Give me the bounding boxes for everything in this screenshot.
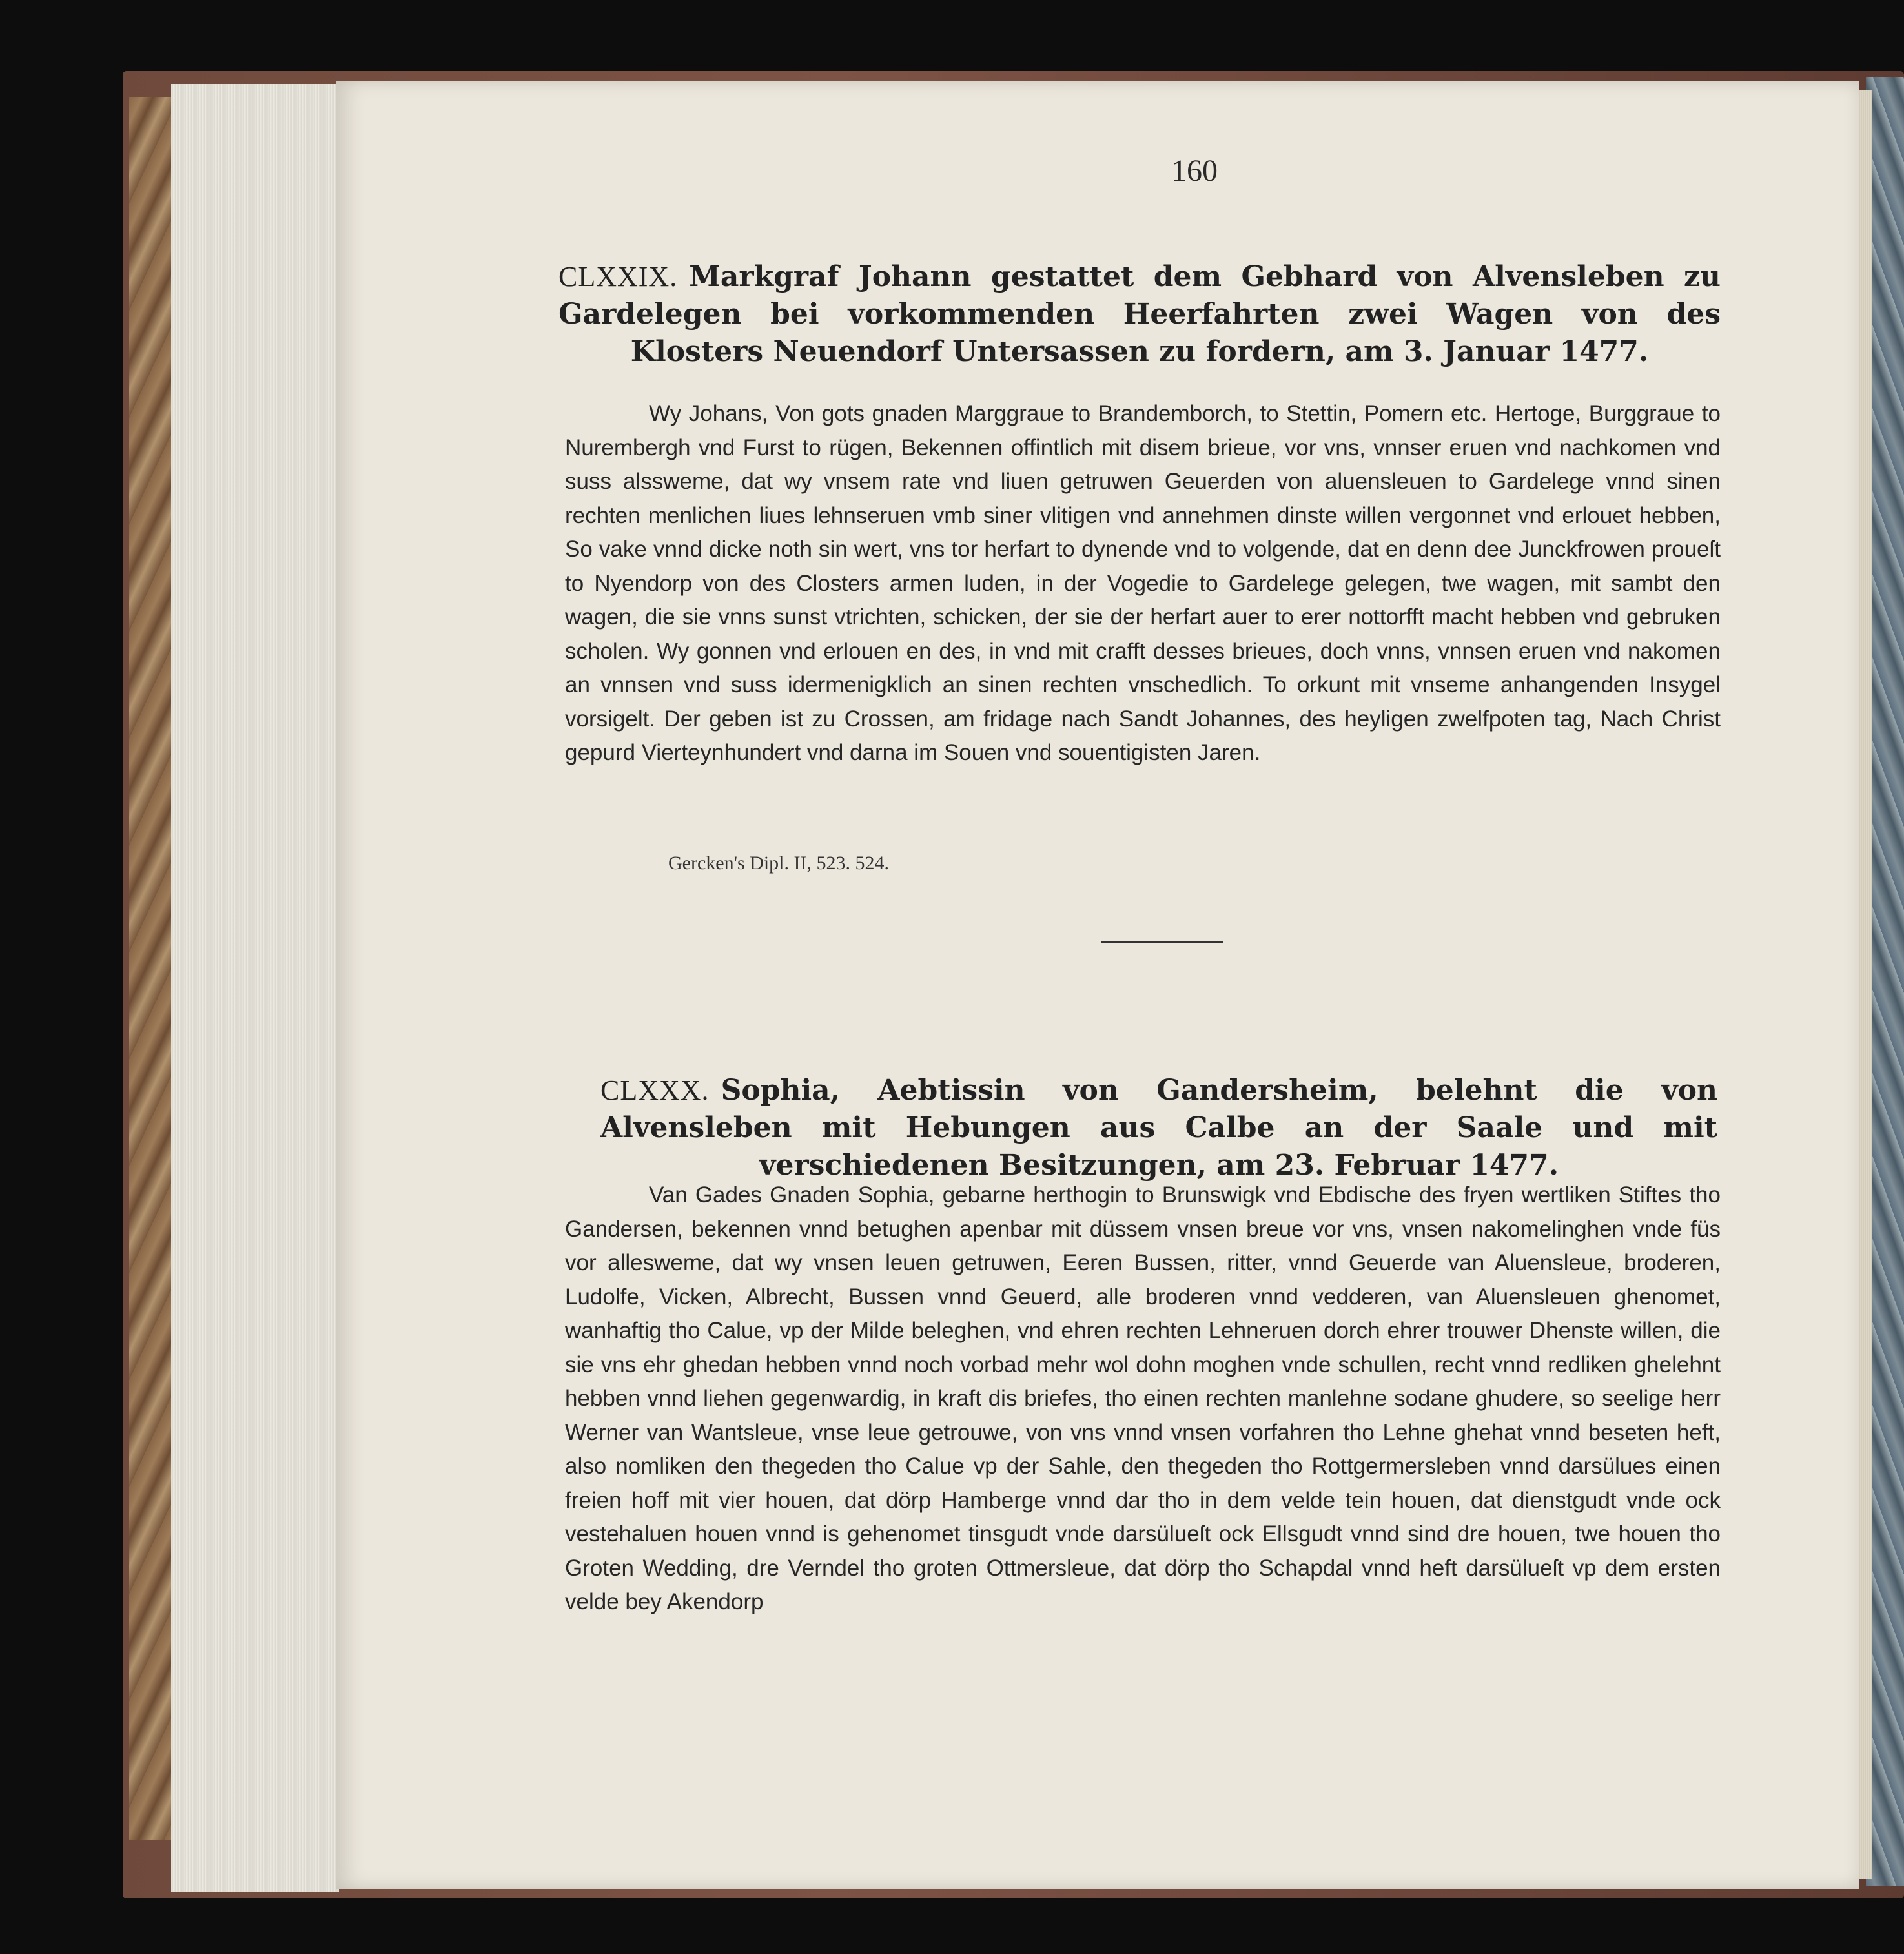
document-2-title: Sophia, Aebtissin von Gandersheim, belehnt die von Alvensleben mit Hebungen aus Calbe an der Saale und mit verschiedenen Besitzungen, am 23. Februar 1477. xyxy=(600,1074,1717,1182)
document-1-text: Wy Johans, Von gots gnaden Marggraue to Brandemborch, to Stettin, Pomern etc. Hertoge, Burggraue to Nurembergh vnd Furst to rügen, Bekennen offintlich mit disem brieue, vor vns, vnnser eruen vnd nachkomen vnd suss alssweme, dat wy vnsem rate vnd liuen getruwen Geuerden von aluensleuen to Gardelege vnnd sinen rechten menlichen liues lehnseruen vmb siner vlitigen vnd annehmen dinste willen vergonnet vnd erlouet hebben, So vake vnnd dicke noth sin wert, vns tor herfart to dynende vnd to volgende, dat en denn dee Junckfrowen proueſt to Nyendorp von des Closters armen luden, in der Vogedie to Gardelege gelegen, twe wagen, mit sambt den wagen, die sie vnns sunst vtrichten, schicken, der sie der herfart auer to erer nottorfft macht hebben vnd gebruken scholen. Wy gonnen vnd erlouen en des, in vnd mit crafft desses brieues, doch vnns, vnnsen eruen vnd nakomen an vnnsen vnd suss idermenigklich an sinen rechten vnschedlich. To orkunt mit vnseme anhangenden Insygel vorsigelt. Der geben ist zu Crossen, am fridage nach Sandt Johannes, des heyligen zwelfpoten tag, Nach Christ gepurd Vierteynhundert vnd darna im Souen vnd souentigisten Jaren. xyxy=(565,401,1721,765)
book-page xyxy=(336,81,1859,1889)
document-1-heading xyxy=(558,258,1721,371)
document-1-number: CLXXIX. xyxy=(558,261,678,293)
page-number: 160 xyxy=(1171,154,1218,188)
document-2-heading xyxy=(600,1072,1717,1184)
document-1-title: Markgraf Johann gestattet dem Gebhard von Alvensleben zu Gardelegen bei vorkommenden Heerfahrten zwei Wagen von des Klosters Neuendorf Untersassen zu fordern, am 3. Januar 1477. xyxy=(558,260,1721,368)
document-2-number: CLXXX. xyxy=(600,1075,710,1106)
section-divider xyxy=(1101,941,1223,943)
page-edges-left xyxy=(171,84,339,1892)
document-2-text: Van Gades Gnaden Sophia, gebarne herthogin to Brunswigk vnd Ebdische des fryen wertliken Stiftes tho Gandersen, bekennen vnnd betughen apenbar mit düssem vnsen breue vor vns, vnsen nakomelinghen vnde füs vor allesweme, dat wy vnsen leuen getruwen, Eeren Bussen, ritter, vnnd Geuerde van Aluensleue, broderen, Ludolfe, Vicken, Albrecht, Bussen vnnd Geuerd, alle broderen vnnd vedderen, van Aluensleuen ghenomet, wanhaftig tho Calue, vp der Milde beleghen, vnd ehren rechten Lehneruen dorch ehrer trouwer Dhenste willen, die sie vns ehr ghedan hebben vnnd noch vorbad mehr wol dohn moghen vnde schullen, recht vnnd redliken ghelehnt hebben vnnd liehen gegenwardig, in kraft dis briefes, tho einen rechten manlehne sodane ghudere, so seelige herr Werner van Wantsleue, vnse leue getrouwe, von vns vnnd vnsen vorfahren tho Lehne ghehat vnnd beseten heft, also nomliken den thegeden tho Calue vp der Sahle, den thegeden tho Rottgermersleben vnnd darsülues einen freien hoff mit vier houen, dat dörp Hamberge vnnd dar tho in dem velde tein houen, dat dienstgudt vnde ock vestehaluen houen vnnd is gehenomet tinsgudt vnde darsülueſt ock Ellsgudt vnnd sind dre houen, twe houen tho Groten Wedding, dre Verndel tho groten Ottmersleue, dat dörp tho Schapdal vnnd heft darsülueſt vp dem ersten velde bey Akendorp xyxy=(565,1182,1721,1614)
document-1-source: Gercken's Dipl. II, 523. 524. xyxy=(668,852,889,874)
